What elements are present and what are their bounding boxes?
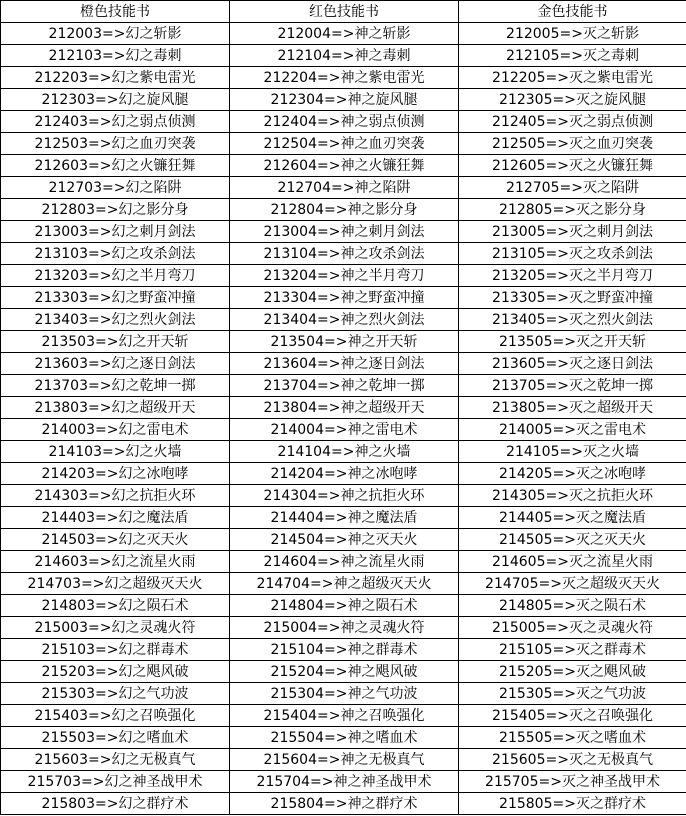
gold-cell[interactable]: 215205=>灭之飓风破: [459, 661, 686, 683]
gold-cell[interactable]: 214705=>灭之超级灭天火: [459, 573, 686, 595]
table-row: [1, 551, 686, 573]
orange-cell[interactable]: 212703=>幻之陷阱: [1, 177, 230, 199]
table-row: [1, 309, 686, 331]
red-cell[interactable]: 213204=>神之半月弯刀: [230, 265, 459, 287]
gold-cell[interactable]: 215505=>灭之嗜血术: [459, 727, 686, 749]
orange-cell[interactable]: 215703=>幻之神圣战甲术: [1, 771, 230, 793]
orange-cell[interactable]: 212403=>幻之弱点侦测: [1, 111, 230, 133]
orange-cell[interactable]: 213103=>幻之攻杀剑法: [1, 243, 230, 265]
table-row: [1, 683, 686, 705]
table-row: [1, 155, 686, 177]
header-orange-skill-book[interactable]: 橙色技能书: [1, 1, 230, 23]
gold-cell[interactable]: 212005=>灭之斩影: [459, 23, 686, 45]
table-row: [1, 67, 686, 89]
red-cell[interactable]: 213804=>神之超级开天: [230, 397, 459, 419]
red-cell[interactable]: 215304=>神之气功波: [230, 683, 459, 705]
table-row: [1, 639, 686, 661]
gold-cell[interactable]: 213105=>灭之攻杀剑法: [459, 243, 686, 265]
orange-cell[interactable]: 215403=>幻之召唤强化: [1, 705, 230, 727]
red-cell[interactable]: 212404=>神之弱点侦测: [230, 111, 459, 133]
orange-cell[interactable]: 214403=>幻之魔法盾: [1, 507, 230, 529]
gold-cell[interactable]: 214405=>灭之魔法盾: [459, 507, 686, 529]
gold-cell[interactable]: 215305=>灭之气功波: [459, 683, 686, 705]
orange-cell[interactable]: 214303=>幻之抗拒火环: [1, 485, 230, 507]
table-row: [1, 265, 686, 287]
red-cell[interactable]: 214104=>神之火墙: [230, 441, 459, 463]
table-body: [1, 23, 686, 815]
table-row: [1, 485, 686, 507]
table-row: [1, 573, 686, 595]
gold-cell[interactable]: 215105=>灭之群毒术: [459, 639, 686, 661]
red-cell[interactable]: 212304=>神之旋风腿: [230, 89, 459, 111]
red-cell[interactable]: 213304=>神之野蛮冲撞: [230, 287, 459, 309]
gold-cell[interactable]: 212705=>灭之陷阱: [459, 177, 686, 199]
gold-cell[interactable]: 214105=>灭之火墙: [459, 441, 686, 463]
red-cell[interactable]: 214304=>神之抗拒火环: [230, 485, 459, 507]
orange-cell[interactable]: 214603=>幻之流星火雨: [1, 551, 230, 573]
table-row: [1, 793, 686, 815]
orange-cell[interactable]: 214803=>幻之陨石术: [1, 595, 230, 617]
gold-cell[interactable]: 214805=>灭之陨石术: [459, 595, 686, 617]
orange-cell[interactable]: 213503=>幻之开天斩: [1, 331, 230, 353]
orange-cell[interactable]: 215003=>幻之灵魂火符: [1, 617, 230, 639]
red-cell[interactable]: 212804=>神之影分身: [230, 199, 459, 221]
table-row: [1, 221, 686, 243]
orange-cell[interactable]: 214003=>幻之雷电术: [1, 419, 230, 441]
gold-cell[interactable]: 213605=>灭之逐日剑法: [459, 353, 686, 375]
orange-cell[interactable]: 212103=>幻之毒刺: [1, 45, 230, 67]
table-row: [1, 353, 686, 375]
red-cell[interactable]: 212004=>神之斩影: [230, 23, 459, 45]
table-row: [1, 287, 686, 309]
header-row: [1, 1, 686, 23]
orange-cell[interactable]: 215603=>幻之无极真气: [1, 749, 230, 771]
red-cell[interactable]: 215604=>神之无极真气: [230, 749, 459, 771]
gold-cell[interactable]: 212605=>灭之火镰狂舞: [459, 155, 686, 177]
gold-cell[interactable]: 213005=>灭之刺月剑法: [459, 221, 686, 243]
red-cell[interactable]: 212604=>神之火镰狂舞: [230, 155, 459, 177]
orange-cell[interactable]: 212603=>幻之火镰狂舞: [1, 155, 230, 177]
red-cell[interactable]: 215004=>神之灵魂火符: [230, 617, 459, 639]
gold-cell[interactable]: 212505=>灭之血刃突袭: [459, 133, 686, 155]
orange-cell[interactable]: 215303=>幻之气功波: [1, 683, 230, 705]
table-row: [1, 111, 686, 133]
gold-cell[interactable]: 215705=>灭之神圣战甲术: [459, 771, 686, 793]
red-cell[interactable]: 213704=>神之乾坤一掷: [230, 375, 459, 397]
table-row: [1, 199, 686, 221]
table-row: [1, 507, 686, 529]
red-cell[interactable]: 214004=>神之雷电术: [230, 419, 459, 441]
red-cell[interactable]: 215504=>神之嗜血术: [230, 727, 459, 749]
table-row: [1, 441, 686, 463]
table-header: [1, 1, 686, 23]
table-row: [1, 419, 686, 441]
gold-cell[interactable]: 214205=>灭之冰咆哮: [459, 463, 686, 485]
red-cell[interactable]: 214404=>神之魔法盾: [230, 507, 459, 529]
table-row: [1, 23, 686, 45]
orange-cell[interactable]: 213803=>幻之超级开天: [1, 397, 230, 419]
red-cell[interactable]: 214504=>神之灭天火: [230, 529, 459, 551]
orange-cell[interactable]: 215803=>幻之群疗术: [1, 793, 230, 815]
red-cell[interactable]: 214204=>神之冰咆哮: [230, 463, 459, 485]
table-row: [1, 727, 686, 749]
table-row: [1, 397, 686, 419]
table-row: [1, 661, 686, 683]
red-cell[interactable]: 212104=>神之毒刺: [230, 45, 459, 67]
gold-cell[interactable]: 214605=>灭之流星火雨: [459, 551, 686, 573]
orange-cell[interactable]: 213003=>幻之刺月剑法: [1, 221, 230, 243]
gold-cell[interactable]: 212305=>灭之旋风腿: [459, 89, 686, 111]
red-cell[interactable]: 213104=>神之攻杀剑法: [230, 243, 459, 265]
gold-cell[interactable]: 213805=>灭之超级开天: [459, 397, 686, 419]
red-cell[interactable]: 215804=>神之群疗术: [230, 793, 459, 815]
table-row: [1, 331, 686, 353]
red-cell[interactable]: 213504=>神之开天斩: [230, 331, 459, 353]
gold-cell[interactable]: 212105=>灭之毒刺: [459, 45, 686, 67]
gold-cell[interactable]: 215605=>灭之无极真气: [459, 749, 686, 771]
orange-cell[interactable]: 212003=>幻之斩影: [1, 23, 230, 45]
gold-cell[interactable]: 212405=>灭之弱点侦测: [459, 111, 686, 133]
table-row: [1, 89, 686, 111]
red-cell[interactable]: 214604=>神之流星火雨: [230, 551, 459, 573]
orange-cell[interactable]: 213703=>幻之乾坤一掷: [1, 375, 230, 397]
table-row: [1, 463, 686, 485]
table-row: [1, 375, 686, 397]
orange-cell[interactable]: 214203=>幻之冰咆哮: [1, 463, 230, 485]
red-cell[interactable]: 214704=>神之超级灭天火: [230, 573, 459, 595]
red-cell[interactable]: 213004=>神之刺月剑法: [230, 221, 459, 243]
gold-cell[interactable]: 214305=>灭之抗拒火环: [459, 485, 686, 507]
orange-cell[interactable]: 215203=>幻之飓风破: [1, 661, 230, 683]
orange-cell[interactable]: 214703=>幻之超级灭天火: [1, 573, 230, 595]
orange-cell[interactable]: 212803=>幻之影分身: [1, 199, 230, 221]
red-cell[interactable]: 212504=>神之血刃突袭: [230, 133, 459, 155]
orange-cell[interactable]: 215103=>幻之群毒术: [1, 639, 230, 661]
gold-cell[interactable]: 213305=>灭之野蛮冲撞: [459, 287, 686, 309]
red-cell[interactable]: 213604=>神之逐日剑法: [230, 353, 459, 375]
header-gold-skill-book[interactable]: 金色技能书: [459, 1, 686, 23]
orange-cell[interactable]: 214503=>幻之灭天火: [1, 529, 230, 551]
table-row: [1, 705, 686, 727]
orange-cell[interactable]: 215503=>幻之嗜血术: [1, 727, 230, 749]
table-row: [1, 133, 686, 155]
gold-cell[interactable]: 213505=>灭之开天斩: [459, 331, 686, 353]
gold-cell[interactable]: 213705=>灭之乾坤一掷: [459, 375, 686, 397]
orange-cell[interactable]: 213603=>幻之逐日剑法: [1, 353, 230, 375]
gold-cell[interactable]: 215005=>灭之灵魂火符: [459, 617, 686, 639]
red-cell[interactable]: 215404=>神之召唤强化: [230, 705, 459, 727]
table-row: [1, 595, 686, 617]
table-row: [1, 243, 686, 265]
gold-cell[interactable]: 214005=>灭之雷电术: [459, 419, 686, 441]
gold-cell[interactable]: 215805=>灭之群疗术: [459, 793, 686, 815]
red-cell[interactable]: 212704=>神之陷阱: [230, 177, 459, 199]
red-cell[interactable]: 213404=>神之烈火剑法: [230, 309, 459, 331]
gold-cell[interactable]: 213205=>灭之半月弯刀: [459, 265, 686, 287]
header-red-skill-book[interactable]: 红色技能书: [230, 1, 459, 23]
table-row: [1, 45, 686, 67]
orange-cell[interactable]: 212203=>幻之紫电雷光: [1, 67, 230, 89]
orange-cell[interactable]: 213203=>幻之半月弯刀: [1, 265, 230, 287]
orange-cell[interactable]: 214103=>幻之火墙: [1, 441, 230, 463]
gold-cell[interactable]: 215405=>灭之召唤强化: [459, 705, 686, 727]
red-cell[interactable]: 215104=>神之群毒术: [230, 639, 459, 661]
gold-cell[interactable]: 212805=>灭之影分身: [459, 199, 686, 221]
table-row: [1, 771, 686, 793]
red-cell[interactable]: 215704=>神之神圣战甲术: [230, 771, 459, 793]
orange-cell[interactable]: 212303=>幻之旋风腿: [1, 89, 230, 111]
gold-cell[interactable]: 214505=>灭之灭天火: [459, 529, 686, 551]
table-row: [1, 749, 686, 771]
red-cell[interactable]: 214804=>神之陨石术: [230, 595, 459, 617]
table-row: [1, 617, 686, 639]
orange-cell[interactable]: 213303=>幻之野蛮冲撞: [1, 287, 230, 309]
table-row: [1, 529, 686, 551]
orange-cell[interactable]: 212503=>幻之血刃突袭: [1, 133, 230, 155]
table-row: [1, 177, 686, 199]
gold-cell[interactable]: 212205=>灭之紫电雷光: [459, 67, 686, 89]
red-cell[interactable]: 215204=>神之飓风破: [230, 661, 459, 683]
orange-cell[interactable]: 213403=>幻之烈火剑法: [1, 309, 230, 331]
red-cell[interactable]: 212204=>神之紫电雷光: [230, 67, 459, 89]
gold-cell[interactable]: 213405=>灭之烈火剑法: [459, 309, 686, 331]
